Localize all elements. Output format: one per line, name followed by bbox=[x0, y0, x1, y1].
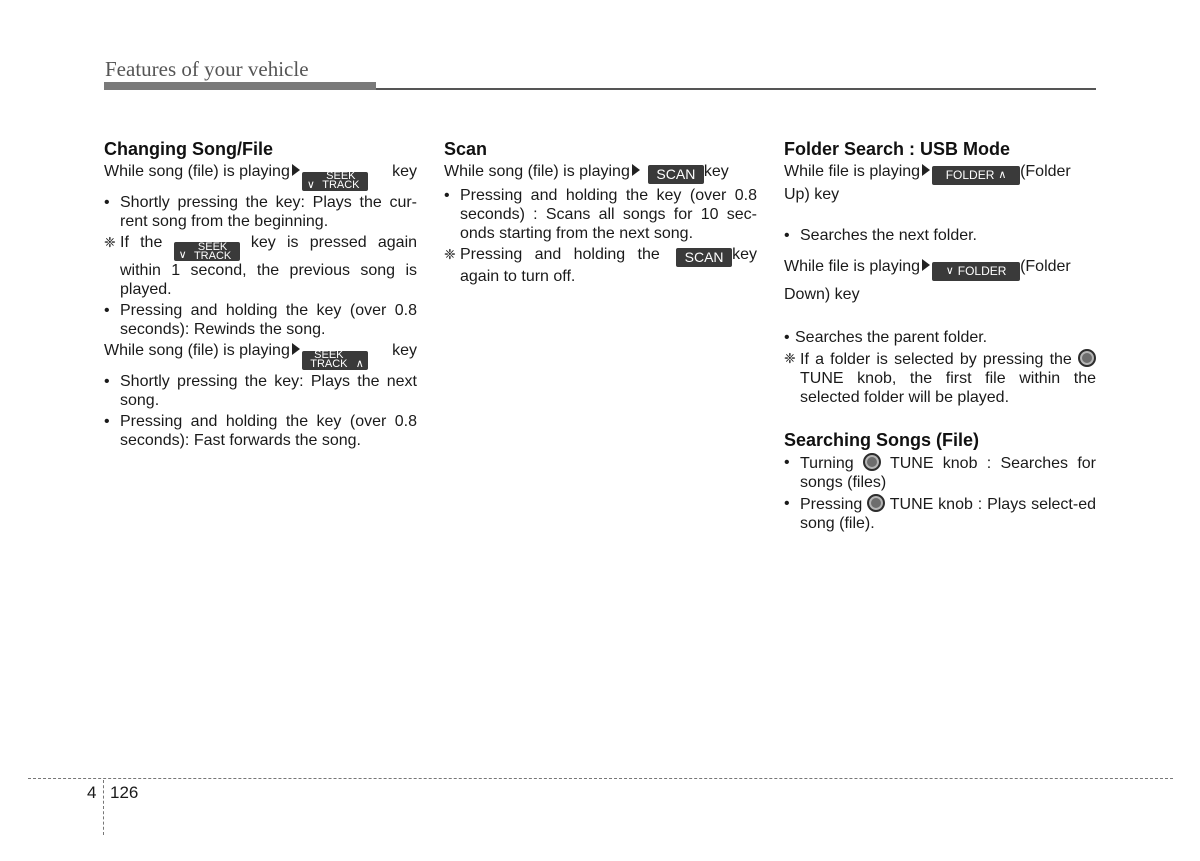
chevron-down-icon: ∨ bbox=[945, 265, 954, 277]
header-rule bbox=[376, 88, 1096, 90]
list-item: • Pressing and holding the key (over 0.8 seconds): Rewinds the song. bbox=[104, 302, 417, 338]
folder-up-key: FOLDER ∧ bbox=[932, 166, 1020, 185]
playing-line-seek-down: While song (file) is playing ∨ SEEK TRACK key bbox=[104, 162, 417, 191]
header-bar bbox=[104, 82, 376, 90]
tune-knob-icon bbox=[867, 494, 885, 512]
scan-key: SCAN bbox=[676, 248, 732, 267]
page-number: 126 bbox=[110, 783, 139, 802]
footer-divider bbox=[28, 778, 1173, 779]
list-item: • Searches the parent folder. bbox=[784, 329, 988, 346]
list-item: • Shortly pressing the key: Plays the next song. bbox=[104, 372, 417, 409]
list-item: • Pressing and holding the key (over 0.8 seconds): Fast forwards the song. bbox=[104, 412, 417, 449]
tune-knob-icon bbox=[1078, 349, 1096, 367]
play-arrow-icon bbox=[292, 164, 300, 176]
heading-folder-search: Folder Search : USB Mode bbox=[784, 139, 1011, 159]
list-item: • Pressing and holding the key (over 0.8 seconds) : Scans all songs for 10 sec-onds starting from the next song. bbox=[444, 187, 757, 242]
heading-changing-song: Changing Song/File bbox=[104, 139, 273, 159]
play-arrow-icon bbox=[632, 164, 640, 176]
playing-line-seek-up: While song (file) is playing SEEK TRACK ∧ key bbox=[104, 341, 417, 370]
chevron-down-icon: ∨ bbox=[306, 178, 315, 191]
chapter-number: 4 bbox=[87, 783, 97, 802]
list-item: • Pressing TUNE knob : Plays select-ed song (file). bbox=[784, 495, 1096, 532]
chevron-up-icon: ∧ bbox=[998, 169, 1007, 181]
playing-line-scan: While song (file) is playing SCAN key bbox=[444, 163, 729, 182]
play-arrow-icon bbox=[922, 259, 930, 271]
tune-knob-icon bbox=[863, 453, 881, 471]
chevron-up-icon: ∧ bbox=[355, 357, 364, 370]
chevron-down-icon: ∨ bbox=[178, 249, 187, 261]
heading-scan: Scan bbox=[444, 139, 488, 159]
scan-key: SCAN bbox=[648, 165, 704, 184]
note-item: ❈ Pressing and holding the SCAN key again to turn off. bbox=[444, 246, 757, 285]
seek-track-down-key: ∨ SEEK TRACK bbox=[302, 172, 368, 191]
seek-track-up-key: SEEK TRACK ∧ bbox=[302, 351, 368, 370]
list-item: • Turning TUNE knob : Searches for songs (files) bbox=[784, 454, 1097, 491]
footer-vertical-divider bbox=[103, 780, 104, 835]
play-arrow-icon bbox=[292, 343, 300, 355]
note-item: ❈ If a folder is selected by pressing the TUNE knob, the first file within the selected folder will be played. bbox=[784, 350, 1096, 406]
note-icon: ❈ bbox=[444, 246, 456, 262]
note-icon: ❈ bbox=[784, 350, 796, 366]
playing-line-folder-up: While file is playing FOLDER ∧ (Folder Up) key bbox=[784, 163, 1071, 203]
column-changing-song bbox=[104, 138, 417, 452]
playing-line-folder-down: While file is playing ∨ FOLDER (Folder Down) key bbox=[784, 258, 1071, 303]
note-item: ❈ If the ∨ SEEK TRACK key is pressed again within 1 second, the previous song is played. bbox=[104, 233, 418, 298]
folder-down-key: ∨ FOLDER bbox=[932, 262, 1020, 281]
seek-track-down-key: ∨ SEEK TRACK bbox=[174, 242, 240, 261]
list-item: • Searches the next folder. bbox=[784, 227, 977, 244]
note-icon: ❈ bbox=[104, 233, 116, 250]
section-title: Features of your vehicle bbox=[105, 57, 309, 81]
list-item: • Shortly pressing the key: Plays the cur-rent song from the beginning. bbox=[104, 193, 417, 230]
play-arrow-icon bbox=[922, 164, 930, 176]
heading-searching-songs: Searching Songs (File) bbox=[784, 430, 980, 450]
column-scan bbox=[444, 138, 757, 288]
column-folder-search bbox=[784, 138, 1096, 535]
